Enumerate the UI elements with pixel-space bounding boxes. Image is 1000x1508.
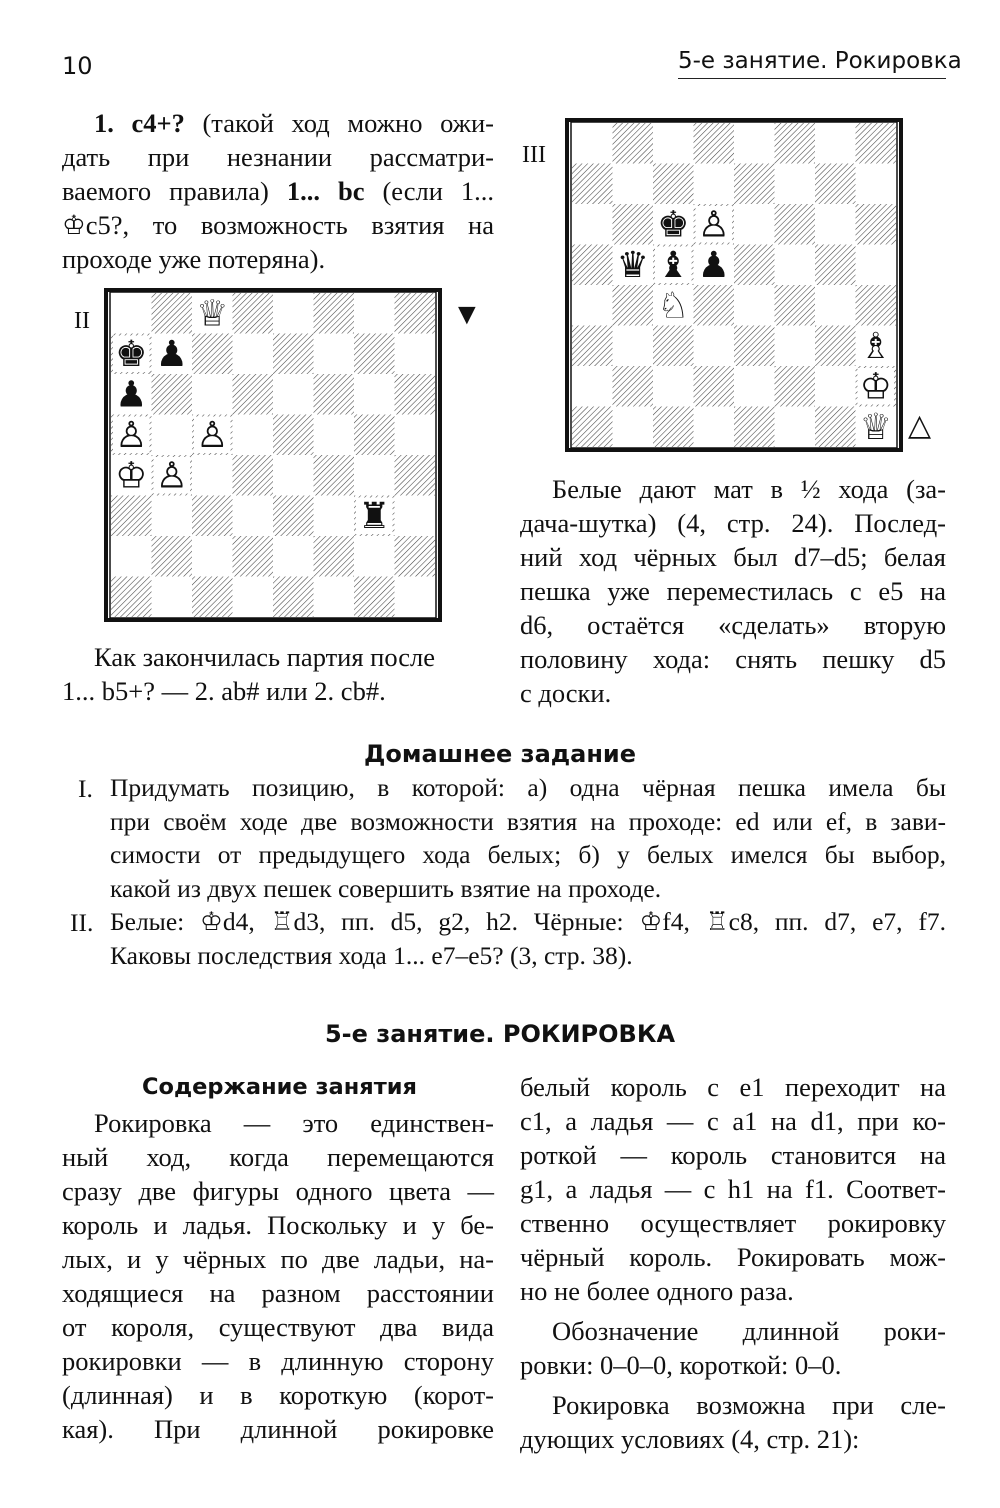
intro-line-3 (62, 174, 494, 208)
caption-2-line-1: Как закончилась партия после (94, 642, 436, 672)
content-title: Содержание занятия (142, 1074, 417, 1100)
diagram-2-dark-square (273, 496, 314, 537)
homework-item-1 (110, 771, 946, 905)
diagram-3-dark-square (815, 164, 856, 205)
page-number: 10 (62, 52, 93, 80)
diagram-3-dark-square (815, 407, 856, 448)
right-line-4: g1, а ладья — с h1 на f1. Соответ- (520, 1174, 946, 1204)
diagram-2-dark-square (111, 577, 152, 618)
right-line-6: чёрный король. Рокировать мож- (520, 1242, 946, 1272)
homework-numeral-2: II. (70, 908, 94, 937)
diagram-2-dark-square (233, 293, 274, 334)
left-line-5: лых, и у чёрных по две ладьи, на- (62, 1244, 494, 1274)
diagram-2-dark-square (395, 293, 436, 334)
right-line-10: Рокировка возможна при сле- (552, 1390, 946, 1420)
right-line-7: но не более одного раза. (520, 1276, 794, 1306)
diagram-3-dark-square (775, 285, 816, 326)
move-c4: 1. c4+? (94, 108, 185, 138)
diagram-3-dark-square (653, 407, 694, 448)
caption-2-line-2: 1... b5+? — 2. ab# или 2. cb#. (62, 676, 386, 706)
diagram-2-dark-square (314, 455, 355, 496)
caption-3-line-4: пешка уже переместилась с e5 на (520, 576, 946, 606)
diagram-3-svg (565, 118, 903, 452)
intro-text-3b: (если 1... (364, 176, 495, 206)
section-title: 5-е занятие. РОКИРОВКА (324, 1020, 676, 1048)
diagram-3-dark-square (734, 407, 775, 448)
diagram-2-dark-square (354, 334, 395, 375)
intro-line-4: ♔c5?, то возможность взятия на (62, 210, 494, 240)
running-header: 5-е занятие. Рокировка (678, 48, 962, 74)
diagram-3-dark-square (856, 123, 897, 164)
diagram-2-caption (62, 640, 494, 708)
diagram-3-dark-square (613, 204, 654, 245)
diagram-3-dark-square (694, 123, 735, 164)
diagram-3-dark-square (572, 164, 613, 205)
diagram-3-dark-square (734, 245, 775, 286)
diagram-3-dark-square (572, 326, 613, 367)
diagram-2-piece-c5: ♙ (196, 414, 229, 456)
homework-numeral-1: I. (78, 774, 93, 803)
hw2-line-2: Каковы последствия хода 1... e7–e5? (3, стр. 38). (110, 940, 633, 970)
left-line-9: (длинная) и в короткую (корот- (62, 1380, 494, 1410)
diagram-2-dark-square (314, 374, 355, 415)
diagram-3-piece-c4: ♘ (657, 285, 690, 327)
diagram-3-dark-square (734, 164, 775, 205)
diagram-3-piece-d5: ♟ (697, 244, 730, 286)
diagram-2-piece-b4: ♙ (155, 455, 188, 497)
diagram-2-dark-square (192, 496, 233, 537)
diagram-2-piece-a4: ♔ (115, 455, 148, 497)
hw1-line-1: Придумать позицию, в которой: а) одна чёрная пешка имела бы (110, 773, 946, 802)
diagram-3-dark-square (775, 204, 816, 245)
diagram-2-piece-b7: ♟ (155, 333, 188, 375)
diagram-2-piece-a7: ♚ (115, 333, 148, 375)
homework-item-2 (110, 905, 946, 972)
intro-paragraph (62, 106, 494, 276)
intro-line-5: проходе уже потеряна). (62, 244, 326, 274)
diagram-3-dark-square (694, 366, 735, 407)
diagram-3-board (565, 118, 903, 452)
diagram-2-board (104, 288, 442, 622)
right-line-1: белый король с e1 переходит на (520, 1072, 946, 1102)
diagram-2-dark-square (192, 334, 233, 375)
diagram-2-dark-square (354, 415, 395, 456)
right-line-3: роткой — король становится на (520, 1140, 946, 1170)
diagram-3-dark-square (613, 366, 654, 407)
diagram-2-dark-square (152, 293, 193, 334)
intro-line-2: дать при незнании рассматри- (62, 142, 494, 172)
diagram-3-piece-h3: ♗ (859, 325, 892, 367)
diagram-2-dark-square (314, 293, 355, 334)
diagram-3-piece-d6: ♙ (697, 204, 730, 246)
diagram-2-piece-c8: ♕ (196, 293, 229, 335)
diagram-2-dark-square (395, 455, 436, 496)
diagram-2-dark-square (273, 415, 314, 456)
diagram-3-dark-square (775, 123, 816, 164)
caption-3-line-6: половину хода: снять пешку d5 (520, 644, 946, 674)
diagram-2-dark-square (233, 536, 274, 577)
diagram-2-dark-square (152, 374, 193, 415)
diagram-3-dark-square (775, 366, 816, 407)
diagram-3-dark-square (653, 164, 694, 205)
section-left-column (62, 1106, 494, 1446)
left-line-3: сразу две фигуры одного цвета — (62, 1176, 494, 1206)
caption-3-line-5: d6, остаётся «сделать» вторую (520, 610, 946, 640)
left-line-7: от короля, существуют два вида (62, 1312, 494, 1342)
right-line-9: ровки: 0–0–0, короткой: 0–0. (520, 1350, 842, 1380)
diagram-3-caption (520, 472, 946, 710)
right-line-8: Обозначение длинной роки- (552, 1316, 946, 1346)
diagram-3-piece-h1: ♕ (859, 406, 892, 448)
move-bc: 1... bc (286, 176, 365, 206)
diagram-2-svg (104, 288, 442, 622)
diagram-2-dark-square (233, 455, 274, 496)
diagram-3-dark-square (815, 245, 856, 286)
diagram-3-dark-square (653, 326, 694, 367)
diagram-3-dark-square (572, 407, 613, 448)
right-line-2: c1, а ладья — с a1 на d1, при ко- (520, 1106, 946, 1136)
caption-3-line-3: ний ход чёрных был d7–d5; белая (520, 542, 946, 572)
left-line-10: кая). При длинной рокировке (62, 1414, 494, 1444)
diagram-2-piece-a6: ♟ (115, 374, 148, 416)
diagram-3-dark-square (572, 245, 613, 286)
diagram-3-piece-h2: ♔ (859, 366, 892, 408)
diagram-2-piece-g3: ♜ (358, 495, 391, 537)
white-to-move-icon: △ (908, 409, 932, 442)
diagram-3-dark-square (734, 326, 775, 367)
hw2-line-1: Белые: ♔d4, ♖d3, пп. d5, g2, h2. Чёрные: ♔f4, ♖c8, пп. d7, e7, f7. (110, 907, 946, 936)
intro-text-3a: ваемого правила) (62, 176, 287, 206)
left-line-2: ный ход, когда перемещаются (62, 1142, 494, 1172)
diagram-2-dark-square (354, 577, 395, 618)
diagram-3-dark-square (613, 123, 654, 164)
caption-3-line-1: Белые дают мат в ½ хода (за- (552, 474, 946, 504)
hw1-line-2: при своём ходе две возможности взятия на проходе: ed или ef, в зави- (110, 806, 946, 836)
intro-line-1 (62, 106, 494, 140)
diagram-2-dark-square (111, 496, 152, 537)
right-line-11: дующих условиях (4, стр. 21): (520, 1424, 860, 1454)
diagram-2-dark-square (395, 536, 436, 577)
diagram-3-piece-b5: ♛ (616, 244, 649, 286)
diagram-3-dark-square (613, 285, 654, 326)
diagram-2-dark-square (152, 536, 193, 577)
diagram-2-dark-square (192, 577, 233, 618)
black-to-move-icon: ▼ (452, 298, 482, 331)
diagram-3-dark-square (856, 204, 897, 245)
diagram-3-piece-c5: ♝ (657, 244, 690, 286)
left-line-1: Рокировка — это единствен- (94, 1108, 494, 1138)
hw1-line-3: симости от предыдущего хода белых; б) у белых имелся бы выбор, (110, 840, 946, 869)
header-rule (678, 78, 946, 79)
homework-title: Домашнее задание (363, 740, 637, 768)
diagram-2-dark-square (233, 374, 274, 415)
diagram-2-piece-a5: ♙ (115, 414, 148, 456)
diagram-2-number: II (74, 308, 90, 334)
diagram-2-dark-square (273, 334, 314, 375)
diagram-3-dark-square (694, 285, 735, 326)
left-line-6: ходящиеся на разном расстоянии (62, 1278, 494, 1308)
section-right-column (520, 1070, 946, 1456)
left-line-4: король и ладья. Поскольку и у бе- (62, 1210, 494, 1240)
left-line-8: рокировки — в длинную сторону (62, 1346, 494, 1376)
diagram-2-dark-square (395, 374, 436, 415)
caption-3-line-2: дача-шутка) (4, стр. 24). Послед- (520, 508, 946, 538)
hw1-line-4: какой из двух пешек совершить взятие на проходе. (110, 873, 662, 903)
diagram-3-piece-c6: ♚ (657, 204, 690, 246)
diagram-3-number: III (522, 142, 546, 168)
diagram-2-dark-square (273, 577, 314, 618)
diagram-3-dark-square (856, 285, 897, 326)
intro-text-1: (такой ход можно ожи- (184, 108, 494, 138)
right-line-5: ственно осуществляет рокировку (520, 1208, 946, 1238)
caption-3-line-7: с доски. (520, 678, 612, 708)
diagram-3-dark-square (815, 326, 856, 367)
diagram-2-dark-square (314, 536, 355, 577)
